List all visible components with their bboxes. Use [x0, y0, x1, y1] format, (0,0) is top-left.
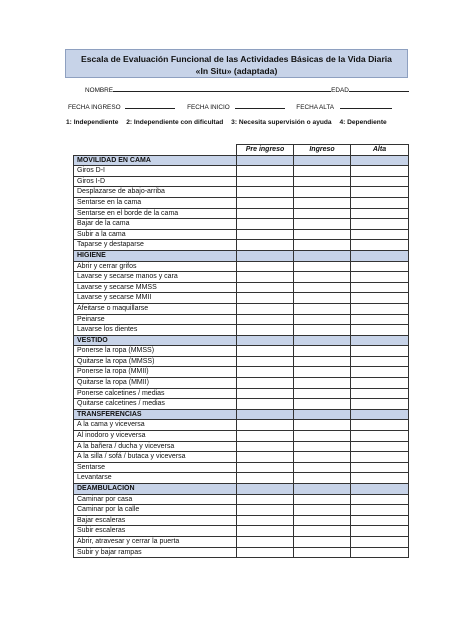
score-cell-alta[interactable]: [351, 166, 409, 177]
section-filler-cell: [237, 409, 294, 420]
score-cell-ingreso[interactable]: [294, 229, 351, 240]
activity-label: Subir escaleras: [74, 526, 237, 537]
table-body: [74, 155, 409, 558]
score-cell-pre-ingreso[interactable]: [237, 526, 294, 537]
score-cell-alta[interactable]: [351, 187, 409, 198]
activity-label: Abrir, atravesar y cerrar la puerta: [74, 536, 237, 547]
score-cell-pre-ingreso[interactable]: [237, 356, 294, 367]
score-cell-pre-ingreso[interactable]: [237, 325, 294, 336]
activity-label: A la cama y viceversa: [74, 420, 237, 431]
score-cell-ingreso[interactable]: [294, 293, 351, 304]
score-cell-ingreso[interactable]: [294, 515, 351, 526]
table-row: [74, 325, 409, 336]
score-cell-pre-ingreso[interactable]: [237, 197, 294, 208]
score-cell-ingreso[interactable]: [294, 547, 351, 558]
section-filler-cell: [351, 484, 409, 495]
section-row: [74, 409, 409, 420]
score-cell-ingreso[interactable]: [294, 431, 351, 442]
score-cell-ingreso[interactable]: [294, 314, 351, 325]
fecha-ingreso-label: FECHA INGRESO: [68, 104, 121, 111]
activity-label: Al inodoro y viceversa: [74, 431, 237, 442]
section-filler-cell: [237, 155, 294, 166]
section-filler-cell: [294, 484, 351, 495]
table-row: [74, 452, 409, 463]
score-cell-pre-ingreso[interactable]: [237, 399, 294, 410]
score-cell-alta[interactable]: [351, 399, 409, 410]
score-cell-pre-ingreso[interactable]: [237, 187, 294, 198]
score-cell-alta[interactable]: [351, 356, 409, 367]
score-cell-alta[interactable]: [351, 526, 409, 537]
table-row: [74, 441, 409, 452]
activity-label: Subir y bajar rampas: [74, 547, 237, 558]
score-cell-ingreso[interactable]: [294, 399, 351, 410]
score-cell-ingreso[interactable]: [294, 219, 351, 230]
score-cell-alta[interactable]: [351, 208, 409, 219]
table-row: [74, 388, 409, 399]
table-row: [74, 346, 409, 357]
table-row: [74, 462, 409, 473]
document-subtitle: «In Situ» (adaptada): [195, 66, 278, 76]
score-cell-alta[interactable]: [351, 420, 409, 431]
score-cell-alta[interactable]: [351, 282, 409, 293]
score-cell-ingreso[interactable]: [294, 452, 351, 463]
score-cell-ingreso[interactable]: [294, 526, 351, 537]
score-cell-ingreso[interactable]: [294, 388, 351, 399]
activity-label: Caminar por casa: [74, 494, 237, 505]
score-cell-alta[interactable]: [351, 462, 409, 473]
score-cell-alta[interactable]: [351, 367, 409, 378]
score-cell-pre-ingreso[interactable]: [237, 378, 294, 389]
score-cell-pre-ingreso[interactable]: [237, 229, 294, 240]
score-cell-alta[interactable]: [351, 388, 409, 399]
score-cell-pre-ingreso[interactable]: [237, 166, 294, 177]
name-age-row: [85, 84, 409, 94]
section-header: MOVILIDAD EN CAMA: [74, 155, 237, 166]
score-cell-alta[interactable]: [351, 229, 409, 240]
score-cell-pre-ingreso[interactable]: [237, 462, 294, 473]
table-row: [74, 166, 409, 177]
table-row: [74, 526, 409, 537]
score-cell-ingreso[interactable]: [294, 346, 351, 357]
activity-label: Peinarse: [74, 314, 237, 325]
score-cell-pre-ingreso[interactable]: [237, 441, 294, 452]
score-cell-ingreso[interactable]: [294, 197, 351, 208]
score-cell-alta[interactable]: [351, 452, 409, 463]
score-cell-pre-ingreso[interactable]: [237, 536, 294, 547]
activity-label: Abrir y cerrar grifos: [74, 261, 237, 272]
score-cell-ingreso[interactable]: [294, 505, 351, 516]
table-row: [74, 356, 409, 367]
nombre-field[interactable]: [113, 84, 331, 92]
activity-label: Bajar escaleras: [74, 515, 237, 526]
score-cell-pre-ingreso[interactable]: [237, 452, 294, 463]
score-cell-ingreso[interactable]: [294, 356, 351, 367]
score-cell-alta[interactable]: [351, 515, 409, 526]
score-cell-ingreso[interactable]: [294, 378, 351, 389]
score-cell-alta[interactable]: [351, 293, 409, 304]
score-cell-pre-ingreso[interactable]: [237, 240, 294, 251]
activity-label: Sentarse: [74, 462, 237, 473]
score-cell-pre-ingreso[interactable]: [237, 346, 294, 357]
activity-label: Subir a la cama: [74, 229, 237, 240]
score-cell-alta[interactable]: [351, 325, 409, 336]
table-row: [74, 547, 409, 558]
legend-item: 1: Independiente: [66, 119, 119, 126]
section-row: [74, 335, 409, 346]
table-row: [74, 473, 409, 484]
score-cell-pre-ingreso[interactable]: [237, 293, 294, 304]
score-cell-alta[interactable]: [351, 314, 409, 325]
rating-legend: [66, 119, 393, 126]
section-filler-cell: [294, 335, 351, 346]
section-header: TRANSFERENCIAS: [74, 409, 237, 420]
section-filler-cell: [351, 155, 409, 166]
score-cell-pre-ingreso[interactable]: [237, 176, 294, 187]
table-row: [74, 494, 409, 505]
activity-label: Taparse y destaparse: [74, 240, 237, 251]
column-header-pre-ingreso: Pre ingreso: [237, 145, 294, 156]
section-filler-cell: [351, 250, 409, 261]
table-row: [74, 272, 409, 283]
table-row: [74, 208, 409, 219]
table-row: [74, 505, 409, 516]
score-cell-alta[interactable]: [351, 261, 409, 272]
table-row: [74, 431, 409, 442]
score-cell-ingreso[interactable]: [294, 367, 351, 378]
score-cell-alta[interactable]: [351, 378, 409, 389]
table-row: [74, 197, 409, 208]
section-header: HIGIENE: [74, 250, 237, 261]
table-row: [74, 282, 409, 293]
score-cell-pre-ingreso[interactable]: [237, 367, 294, 378]
table-row: [74, 367, 409, 378]
score-cell-alta[interactable]: [351, 176, 409, 187]
score-cell-ingreso[interactable]: [294, 282, 351, 293]
evaluation-table: [73, 144, 409, 558]
activity-label: Caminar por la calle: [74, 505, 237, 516]
score-cell-ingreso[interactable]: [294, 261, 351, 272]
score-cell-alta[interactable]: [351, 240, 409, 251]
score-cell-ingreso[interactable]: [294, 272, 351, 283]
section-row: [74, 250, 409, 261]
activity-label: Quitarse la ropa (MMSS): [74, 356, 237, 367]
score-cell-pre-ingreso[interactable]: [237, 494, 294, 505]
fecha-alta-label: FECHA ALTA: [296, 104, 334, 111]
score-cell-alta[interactable]: [351, 494, 409, 505]
section-header: VESTIDO: [74, 335, 237, 346]
score-cell-pre-ingreso[interactable]: [237, 505, 294, 516]
table-row: [74, 261, 409, 272]
activity-label: Quitarse calcetines / medias: [74, 399, 237, 410]
table-row: [74, 240, 409, 251]
section-filler-cell: [294, 409, 351, 420]
activity-label: Giros D-I: [74, 166, 237, 177]
activity-label: Sentarse en la cama: [74, 197, 237, 208]
legend-item: 2: Independiente con dificultad: [126, 119, 224, 126]
fecha-inicio-field[interactable]: [235, 101, 285, 109]
score-cell-ingreso[interactable]: [294, 473, 351, 484]
score-cell-pre-ingreso[interactable]: [237, 431, 294, 442]
score-cell-pre-ingreso[interactable]: [237, 208, 294, 219]
score-cell-pre-ingreso[interactable]: [237, 272, 294, 283]
table-row: [74, 420, 409, 431]
activity-label: Levantarse: [74, 473, 237, 484]
section-filler-cell: [351, 335, 409, 346]
table-row: [74, 536, 409, 547]
table-row: [74, 303, 409, 314]
score-cell-alta[interactable]: [351, 441, 409, 452]
dates-row: [68, 101, 392, 111]
table-row: [74, 293, 409, 304]
activity-label: Quitarse la ropa (MMII): [74, 378, 237, 389]
score-cell-ingreso[interactable]: [294, 325, 351, 336]
score-cell-ingreso[interactable]: [294, 208, 351, 219]
section-filler-cell: [237, 250, 294, 261]
edad-field[interactable]: [349, 84, 409, 92]
score-cell-ingreso[interactable]: [294, 176, 351, 187]
score-cell-alta[interactable]: [351, 272, 409, 283]
activity-label: Bajar de la cama: [74, 219, 237, 230]
nombre-label: NOMBRE: [85, 87, 114, 94]
fecha-inicio-label: FECHA INICIO: [187, 104, 230, 111]
score-cell-alta[interactable]: [351, 536, 409, 547]
document-title: Escala de Evaluación Funcional de las Actividades Básicas de la Vida Diaria: [81, 54, 392, 64]
score-cell-alta[interactable]: [351, 547, 409, 558]
section-row: [74, 155, 409, 166]
table-row: [74, 219, 409, 230]
score-cell-pre-ingreso[interactable]: [237, 303, 294, 314]
table-row: [74, 314, 409, 325]
score-cell-alta[interactable]: [351, 219, 409, 230]
fecha-alta-field[interactable]: [340, 101, 392, 109]
score-cell-pre-ingreso[interactable]: [237, 388, 294, 399]
table-row: [74, 378, 409, 389]
section-filler-cell: [237, 484, 294, 495]
score-cell-ingreso[interactable]: [294, 494, 351, 505]
score-cell-pre-ingreso[interactable]: [237, 473, 294, 484]
empty-header-cell: [74, 145, 237, 156]
activity-label: Lavarse y secarse manos y cara: [74, 272, 237, 283]
score-cell-pre-ingreso[interactable]: [237, 420, 294, 431]
activity-label: Sentarse en el borde de la cama: [74, 208, 237, 219]
section-header: DEAMBULACIÓN: [74, 484, 237, 495]
score-cell-pre-ingreso[interactable]: [237, 515, 294, 526]
score-cell-alta[interactable]: [351, 505, 409, 516]
score-cell-ingreso[interactable]: [294, 166, 351, 177]
section-row: [74, 484, 409, 495]
legend-item: 4: Dependiente: [339, 119, 387, 126]
score-cell-pre-ingreso[interactable]: [237, 547, 294, 558]
column-header-alta: Alta: [351, 145, 409, 156]
activity-label: Ponerse calcetines / medias: [74, 388, 237, 399]
score-cell-alta[interactable]: [351, 346, 409, 357]
table-row: [74, 187, 409, 198]
activity-label: Giros I-D: [74, 176, 237, 187]
activity-label: A la bañera / ducha y viceversa: [74, 441, 237, 452]
activity-label: Afeitarse o maquillarse: [74, 303, 237, 314]
score-cell-pre-ingreso[interactable]: [237, 282, 294, 293]
score-cell-ingreso[interactable]: [294, 462, 351, 473]
score-cell-ingreso[interactable]: [294, 536, 351, 547]
table-row: [74, 515, 409, 526]
score-cell-ingreso[interactable]: [294, 303, 351, 314]
table-row: [74, 399, 409, 410]
score-cell-ingreso[interactable]: [294, 187, 351, 198]
score-cell-ingreso[interactable]: [294, 441, 351, 452]
score-cell-ingreso[interactable]: [294, 240, 351, 251]
section-filler-cell: [294, 155, 351, 166]
score-cell-alta[interactable]: [351, 197, 409, 208]
score-cell-alta[interactable]: [351, 473, 409, 484]
score-cell-pre-ingreso[interactable]: [237, 261, 294, 272]
document-title-box: [65, 49, 408, 78]
score-cell-ingreso[interactable]: [294, 420, 351, 431]
column-header-ingreso: Ingreso: [294, 145, 351, 156]
section-filler-cell: [237, 335, 294, 346]
activity-label: Ponerse la ropa (MMSS): [74, 346, 237, 357]
score-cell-alta[interactable]: [351, 303, 409, 314]
activity-label: Ponerse la ropa (MMII): [74, 367, 237, 378]
score-cell-pre-ingreso[interactable]: [237, 314, 294, 325]
table-header-row: [74, 145, 409, 156]
section-filler-cell: [294, 250, 351, 261]
fecha-ingreso-field[interactable]: [125, 101, 175, 109]
activity-label: Desplazarse de abajo-arriba: [74, 187, 237, 198]
score-cell-alta[interactable]: [351, 431, 409, 442]
legend-item: 3: Necesita supervisión o ayuda: [231, 119, 332, 126]
score-cell-pre-ingreso[interactable]: [237, 219, 294, 230]
activity-label: Lavarse los dientes: [74, 325, 237, 336]
edad-label: EDAD: [331, 87, 349, 94]
activity-label: A la silla / sofá / butaca y viceversa: [74, 452, 237, 463]
activity-label: Lavarse y secarse MMII: [74, 293, 237, 304]
table-row: [74, 229, 409, 240]
activity-label: Lavarse y secarse MMSS: [74, 282, 237, 293]
section-filler-cell: [351, 409, 409, 420]
table-row: [74, 176, 409, 187]
